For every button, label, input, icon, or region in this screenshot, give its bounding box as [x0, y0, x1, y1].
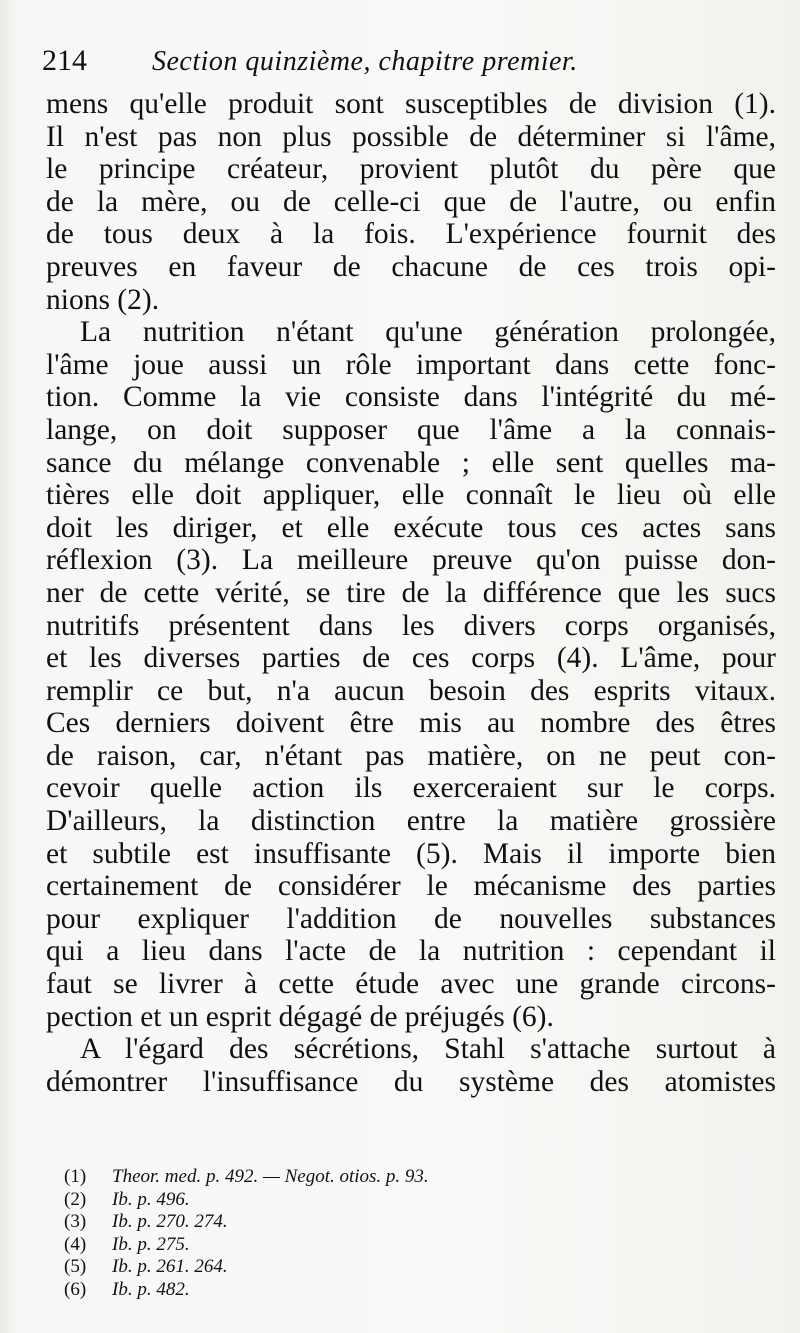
body-line: le principe créateur, provient plutôt du père que: [46, 153, 776, 186]
footnote: [64, 1256, 664, 1279]
body-line: nutritifs présentent dans les divers corps organisés,: [46, 609, 776, 642]
body-line: de raison, car, n'étant pas matière, on ne peut con-: [46, 739, 776, 772]
body-line: pour expliquer l'addition de nouvelles substances: [46, 902, 776, 935]
body-line: sance du mélange convenable ; elle sent quelles ma-: [46, 446, 776, 479]
body-line: D'ailleurs, la distinction entre la matière grossière: [46, 805, 776, 838]
body-text: [46, 88, 776, 1098]
body-line: tion. Comme la vie consiste dans l'intégrité du mé-: [46, 381, 776, 414]
body-line: mens qu'elle produit sont susceptibles de division (1).: [46, 88, 776, 120]
footnote-number: (6): [64, 1278, 87, 1300]
body-line: preuves en faveur de chacune de ces trois opi-: [46, 250, 776, 283]
body-line: pection et un esprit dégagé de préjugés (6).: [46, 1000, 554, 1033]
body-line: cevoir quelle action ils exerceraient sur le corps.: [46, 772, 776, 805]
body-line: de tous deux à la fois. L'expérience fournit des: [46, 218, 776, 251]
body-line: réflexion (3). La meilleure preuve qu'on puisse don-: [46, 544, 776, 577]
footnote-number: (3): [64, 1211, 87, 1233]
footnote-text: Ib. p. 261. 264.: [112, 1256, 228, 1278]
body-line: de la mère, ou de celle-ci que de l'autre, ou enfin: [46, 185, 776, 218]
footnote-text: Ib. p. 275.: [112, 1233, 190, 1255]
footnote: [64, 1189, 664, 1212]
body-line: La nutrition n'étant qu'une génération prolongée,: [80, 316, 776, 349]
footnote-number: (4): [64, 1233, 87, 1255]
body-line: certainement de considérer le mécanisme des parties: [46, 870, 776, 903]
footnote-text: Theor. med. p. 492. — Negot. otios. p. 93.: [112, 1166, 429, 1187]
footnotes: [64, 1166, 664, 1302]
footnote: [64, 1234, 664, 1257]
body-line: remplir ce but, n'a aucun besoin des esprits vitaux.: [46, 674, 776, 707]
footnote: [64, 1211, 664, 1234]
body-line: Il n'est pas non plus possible de déterminer si l'âme,: [46, 120, 776, 153]
footnote-number: (1): [64, 1166, 87, 1187]
body-line: faut se livrer à cette étude avec une grande circons-: [46, 968, 776, 1001]
running-head: Section quinzième, chapitre premier.: [152, 46, 578, 77]
body-line: nions (2).: [46, 283, 160, 316]
body-line: doit les diriger, et elle exécute tous ces actes sans: [46, 511, 776, 544]
footnote: [64, 1279, 664, 1302]
footnote-text: Ib. p. 482.: [112, 1278, 190, 1300]
page-number: 214: [42, 44, 87, 77]
body-line: lange, on doit supposer que l'âme a la connais-: [46, 413, 776, 446]
body-line: et subtile est insuffisante (5). Mais il importe bien: [46, 837, 776, 870]
body-line: ner de cette vérité, se tire de la différence que les sucs: [46, 576, 776, 609]
body-line: tières elle doit appliquer, elle connaît le lieu où elle: [46, 479, 776, 512]
body-line: démontrer l'insuffisance du système des atomistes: [46, 1065, 776, 1098]
body-line: et les diverses parties de ces corps (4). L'âme, pour: [46, 642, 776, 675]
footnote-text: Ib. p. 496.: [112, 1188, 190, 1210]
footnote-number: (5): [64, 1256, 87, 1278]
footnote-text: Ib. p. 270. 274.: [112, 1211, 228, 1233]
page-header: [42, 44, 760, 84]
body-line: A l'égard des sécrétions, Stahl s'attache surtout à: [80, 1033, 776, 1066]
body-line: Ces derniers doivent être mis au nombre des êtres: [46, 707, 776, 740]
footnote: [64, 1166, 664, 1189]
body-line: qui a lieu dans l'acte de la nutrition : cependant il: [46, 935, 776, 968]
footnote-number: (2): [64, 1188, 87, 1210]
body-line: l'âme joue aussi un rôle important dans cette fonc-: [46, 348, 776, 381]
